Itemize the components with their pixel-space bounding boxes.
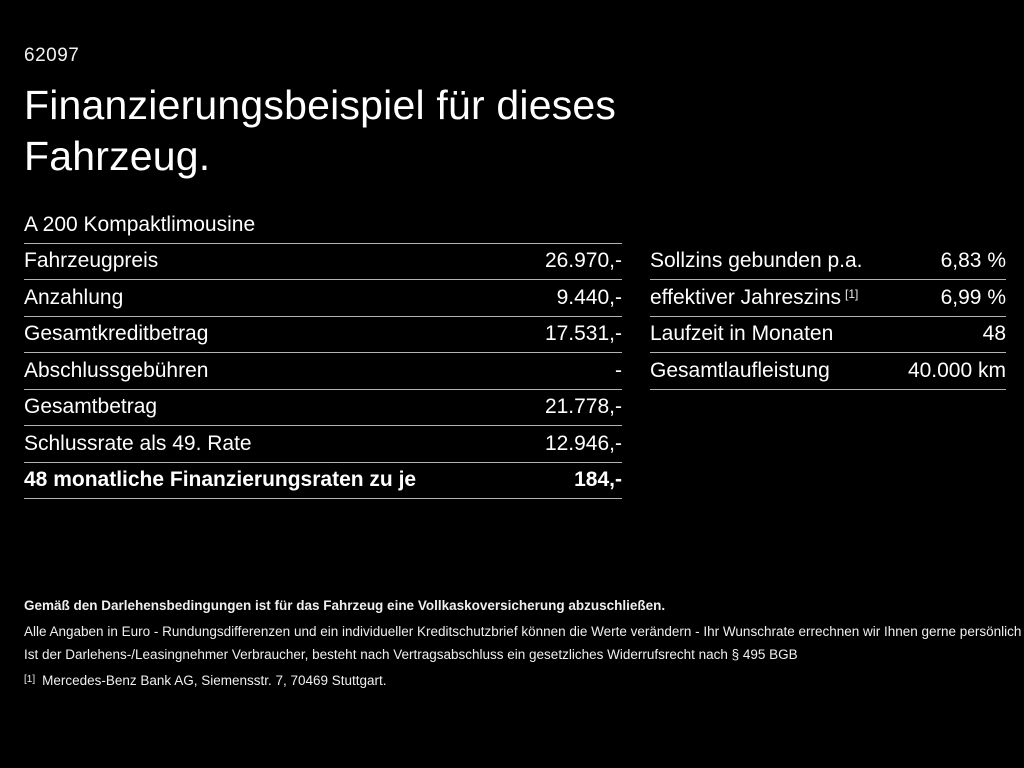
row-label bbox=[650, 286, 858, 310]
bank-footnote-marker: [1] bbox=[24, 674, 36, 685]
row-value: 21.778,- bbox=[544, 395, 622, 419]
row-label: 48 monatliche Finanzierungsraten zu je bbox=[24, 468, 417, 492]
table-row-abschlussgebuehren bbox=[24, 353, 622, 390]
row-label: Sollzins gebunden p.a. bbox=[650, 249, 863, 273]
document-number: 62097 bbox=[24, 45, 80, 66]
row-label: Laufzeit in Monaten bbox=[650, 322, 834, 346]
row-value: 17.531,- bbox=[544, 322, 622, 346]
withdrawal-note: Ist der Darlehens-/Leasingnehmer Verbraucher, besteht nach Vertragsabschluss ein gesetzliches Widerrufsrecht nach § 495 BGB bbox=[24, 647, 798, 662]
row-value: 6,83 % bbox=[940, 249, 1006, 273]
rounding-note: Alle Angaben in Euro - Rundungsdifferenzen und ein individueller Kreditschutzbrief können die Werte verändern - Ihr Wunschrate errechnen wir Ihnen gerne persönlich bbox=[24, 624, 1022, 639]
table-row-gesamtkreditbetrag bbox=[24, 317, 622, 354]
page-title: Finanzierungsbeispiel für dieses Fahrzeug. bbox=[24, 82, 617, 179]
row-value: 48 bbox=[982, 322, 1006, 346]
table-row-effektiver-jahreszins bbox=[650, 280, 1006, 317]
row-label: Anzahlung bbox=[24, 285, 124, 309]
row-value: 6,99 % bbox=[940, 285, 1006, 309]
table-header-row bbox=[24, 207, 622, 244]
financing-details-table bbox=[24, 207, 622, 499]
row-value: 12.946,- bbox=[544, 431, 622, 455]
model-name: A 200 Kompaktlimousine bbox=[24, 212, 256, 236]
table-row-sollzins bbox=[650, 244, 1006, 281]
row-label: Gesamtbetrag bbox=[24, 395, 158, 419]
row-label: Gesamtkreditbetrag bbox=[24, 322, 209, 346]
footnote-reference: [1] bbox=[845, 286, 859, 301]
bank-footnote bbox=[24, 672, 387, 688]
table-row-laufzeit bbox=[650, 317, 1006, 354]
row-label: Schlussrate als 49. Rate bbox=[24, 431, 252, 455]
row-value: 9.440,- bbox=[556, 285, 622, 309]
row-value: 40.000 km bbox=[907, 358, 1006, 382]
table-row-anzahlung bbox=[24, 280, 622, 317]
row-value: 184,- bbox=[574, 468, 622, 492]
row-value: - bbox=[615, 358, 622, 382]
row-label: Abschlussgebühren bbox=[24, 358, 209, 382]
interest-conditions-table bbox=[650, 244, 1006, 390]
table-row-schlussrate bbox=[24, 426, 622, 463]
bank-footnote-text: Mercedes-Benz Bank AG, Siemensstr. 7, 70469 Stuttgart. bbox=[42, 673, 387, 688]
row-label: Gesamtlaufleistung bbox=[650, 358, 830, 382]
row-label: Fahrzeugpreis bbox=[24, 249, 159, 273]
row-label-text: effektiver Jahreszins bbox=[650, 285, 842, 309]
table-row-gesamtlaufleistung bbox=[650, 353, 1006, 390]
insurance-note: Gemäß den Darlehensbedingungen ist für das Fahrzeug eine Vollkaskoversicherung abzuschließen. bbox=[24, 598, 666, 613]
table-row-gesamtbetrag bbox=[24, 390, 622, 427]
table-row-fahrzeugpreis bbox=[24, 244, 622, 281]
row-value: 26.970,- bbox=[544, 249, 622, 273]
table-row-monatsrate bbox=[24, 463, 622, 500]
